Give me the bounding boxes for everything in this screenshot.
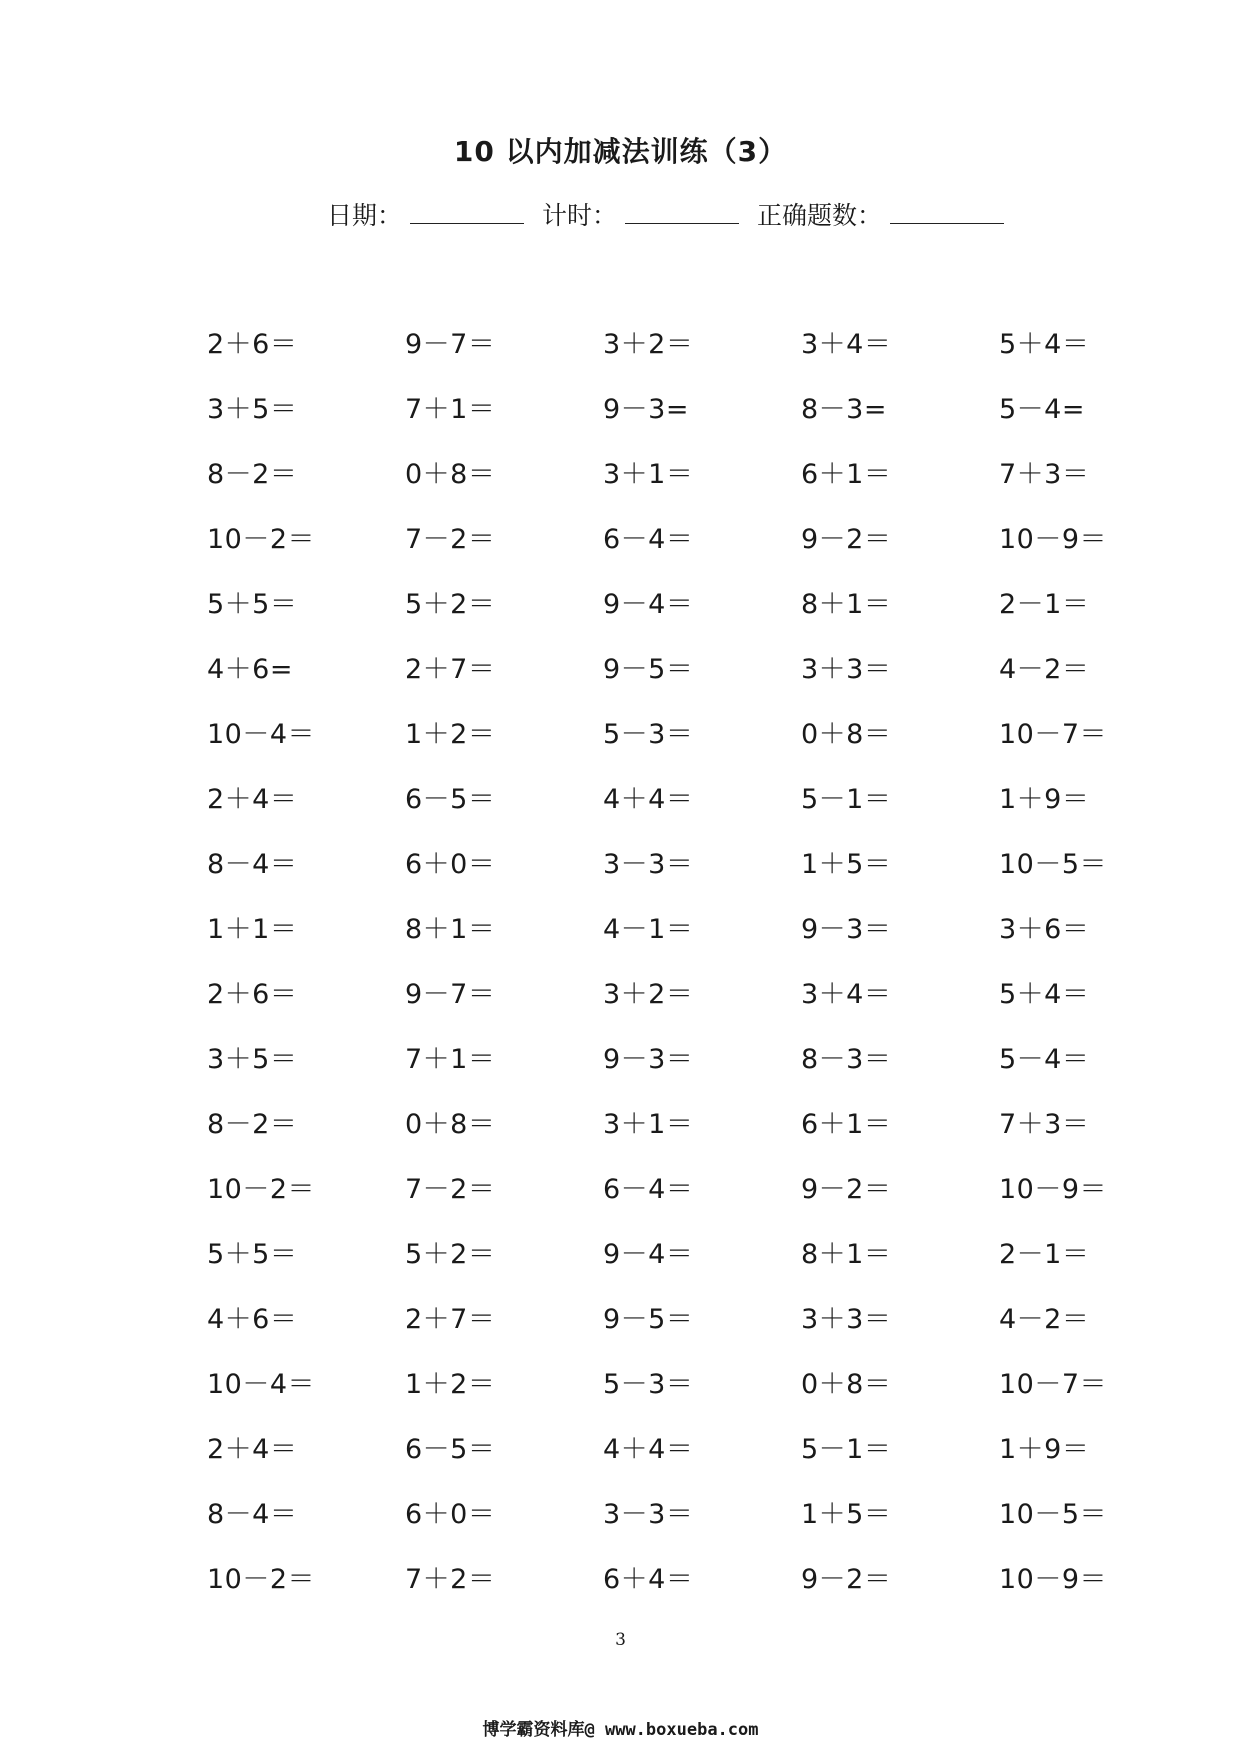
problem-cell: 4－2＝ xyxy=(999,1304,1090,1335)
problem-cell: 10－5＝ xyxy=(999,849,1108,880)
problem-cell: 6－4＝ xyxy=(603,524,694,555)
problem-grid xyxy=(207,325,1197,1625)
problem-cell: 8－3= xyxy=(801,394,887,425)
problem-cell: 2＋6＝ xyxy=(207,329,298,360)
problem-cell: 2－1＝ xyxy=(999,589,1090,620)
problem-cell: 10－2＝ xyxy=(207,1174,316,1205)
problem-cell: 7－2＝ xyxy=(405,1174,496,1205)
problem-cell: 9－5＝ xyxy=(603,1304,694,1335)
problem-cell: 1＋9＝ xyxy=(999,1434,1090,1465)
problem-cell: 8－2＝ xyxy=(207,459,298,490)
problem-cell: 4＋4＝ xyxy=(603,1434,694,1465)
problem-cell: 3＋3＝ xyxy=(801,654,892,685)
date-field xyxy=(327,196,524,232)
problem-cell: 10－7＝ xyxy=(999,1369,1108,1400)
problem-cell: 6＋0＝ xyxy=(405,849,496,880)
problem-cell: 7－2＝ xyxy=(405,524,496,555)
problem-cell: 9－4＝ xyxy=(603,589,694,620)
problem-cell: 5－1＝ xyxy=(801,784,892,815)
problem-cell: 10－2＝ xyxy=(207,1564,316,1595)
problem-cell: 3－3＝ xyxy=(603,849,694,880)
problem-cell: 10－4＝ xyxy=(207,1369,316,1400)
problem-cell: 5＋4＝ xyxy=(999,979,1090,1010)
problem-cell: 8＋1＝ xyxy=(405,914,496,945)
problem-cell: 10－9＝ xyxy=(999,1174,1108,1205)
problem-cell: 2＋4＝ xyxy=(207,1434,298,1465)
problem-cell: 8－3＝ xyxy=(801,1044,892,1075)
problem-cell: 5－3＝ xyxy=(603,1369,694,1400)
problem-cell: 8＋1＝ xyxy=(801,1239,892,1270)
problem-cell: 5＋5＝ xyxy=(207,1239,298,1270)
problem-cell: 9－4＝ xyxy=(603,1239,694,1270)
problem-cell: 6－5＝ xyxy=(405,784,496,815)
problem-cell: 5－1＝ xyxy=(801,1434,892,1465)
timer-blank[interactable] xyxy=(625,201,739,224)
problem-cell: 8－4＝ xyxy=(207,1499,298,1530)
correct-count-label: 正确题数： xyxy=(757,201,883,230)
correct-count-field xyxy=(757,196,1004,232)
problem-cell: 3＋2＝ xyxy=(603,329,694,360)
problem-cell: 4－2＝ xyxy=(999,654,1090,685)
date-blank[interactable] xyxy=(410,201,524,224)
problem-cell: 9－7＝ xyxy=(405,329,496,360)
problem-cell: 5＋2＝ xyxy=(405,1239,496,1270)
timer-label: 计时： xyxy=(542,201,618,230)
problem-cell: 9－7＝ xyxy=(405,979,496,1010)
problem-cell: 10－5＝ xyxy=(999,1499,1108,1530)
problem-cell: 5＋5＝ xyxy=(207,589,298,620)
problem-cell: 0＋8＝ xyxy=(405,459,496,490)
timer-field xyxy=(542,196,739,232)
problem-cell: 5－3＝ xyxy=(603,719,694,750)
problem-cell: 10－9＝ xyxy=(999,524,1108,555)
problem-cell: 10－2＝ xyxy=(207,524,316,555)
problem-cell: 8－4＝ xyxy=(207,849,298,880)
problem-cell: 9－3= xyxy=(603,394,689,425)
problem-cell: 1＋1＝ xyxy=(207,914,298,945)
problem-cell: 0＋8＝ xyxy=(801,719,892,750)
problem-cell: 2＋4＝ xyxy=(207,784,298,815)
problem-cell: 1＋2＝ xyxy=(405,1369,496,1400)
problem-cell: 8－2＝ xyxy=(207,1109,298,1140)
problem-cell: 3＋4＝ xyxy=(801,329,892,360)
problem-cell: 3＋1＝ xyxy=(603,1109,694,1140)
footer-watermark: 博学霸资料库@ www.boxueba.com xyxy=(482,1720,759,1740)
problem-cell: 2＋6＝ xyxy=(207,979,298,1010)
problem-cell: 1＋9＝ xyxy=(999,784,1090,815)
page-title: 10 以内加减法训练（3） xyxy=(453,135,788,168)
problem-cell: 7＋2＝ xyxy=(405,1564,496,1595)
problem-cell: 9－3＝ xyxy=(801,914,892,945)
problem-cell: 3＋6＝ xyxy=(999,914,1090,945)
problem-cell: 5－4＝ xyxy=(999,1044,1090,1075)
problem-cell: 6－4＝ xyxy=(603,1174,694,1205)
problem-cell: 9－5＝ xyxy=(603,654,694,685)
problem-cell: 7＋3＝ xyxy=(999,1109,1090,1140)
problem-cell: 9－2＝ xyxy=(801,524,892,555)
problem-cell: 2－1＝ xyxy=(999,1239,1090,1270)
problem-cell: 6＋4＝ xyxy=(603,1564,694,1595)
problem-cell: 3＋5＝ xyxy=(207,1044,298,1075)
problem-cell: 3－3＝ xyxy=(603,1499,694,1530)
problem-cell: 4－1＝ xyxy=(603,914,694,945)
problem-cell: 7＋1＝ xyxy=(405,1044,496,1075)
page-number: 3 xyxy=(615,1630,626,1650)
problem-cell: 1＋5＝ xyxy=(801,1499,892,1530)
problem-cell: 7＋3＝ xyxy=(999,459,1090,490)
problem-cell: 10－9＝ xyxy=(999,1564,1108,1595)
problem-cell: 6＋1＝ xyxy=(801,459,892,490)
problem-cell: 6－5＝ xyxy=(405,1434,496,1465)
problem-cell: 6＋0＝ xyxy=(405,1499,496,1530)
problem-cell: 7＋1＝ xyxy=(405,394,496,425)
problem-cell: 1＋5＝ xyxy=(801,849,892,880)
correct-count-blank[interactable] xyxy=(890,201,1004,224)
problem-cell: 9－2＝ xyxy=(801,1564,892,1595)
problem-cell: 2＋7＝ xyxy=(405,654,496,685)
problem-cell: 1＋2＝ xyxy=(405,719,496,750)
problem-cell: 10－7＝ xyxy=(999,719,1108,750)
problem-cell: 8＋1＝ xyxy=(801,589,892,620)
problem-cell: 5－4= xyxy=(999,394,1085,425)
problem-cell: 3＋4＝ xyxy=(801,979,892,1010)
problem-cell: 9－3＝ xyxy=(603,1044,694,1075)
problem-cell: 0＋8＝ xyxy=(405,1109,496,1140)
problem-cell: 9－2＝ xyxy=(801,1174,892,1205)
problem-cell: 0＋8＝ xyxy=(801,1369,892,1400)
problem-cell: 6＋1＝ xyxy=(801,1109,892,1140)
worksheet-fields xyxy=(327,196,1022,232)
problem-cell: 3＋2＝ xyxy=(603,979,694,1010)
date-label: 日期： xyxy=(327,201,403,230)
problem-cell: 4＋6= xyxy=(207,654,293,685)
problem-cell: 3＋3＝ xyxy=(801,1304,892,1335)
problem-cell: 4＋6＝ xyxy=(207,1304,298,1335)
problem-cell: 3＋5＝ xyxy=(207,394,298,425)
problem-cell: 10－4＝ xyxy=(207,719,316,750)
problem-cell: 2＋7＝ xyxy=(405,1304,496,1335)
problem-cell: 5＋2＝ xyxy=(405,589,496,620)
problem-cell: 3＋1＝ xyxy=(603,459,694,490)
problem-cell: 4＋4＝ xyxy=(603,784,694,815)
problem-cell: 5＋4＝ xyxy=(999,329,1090,360)
